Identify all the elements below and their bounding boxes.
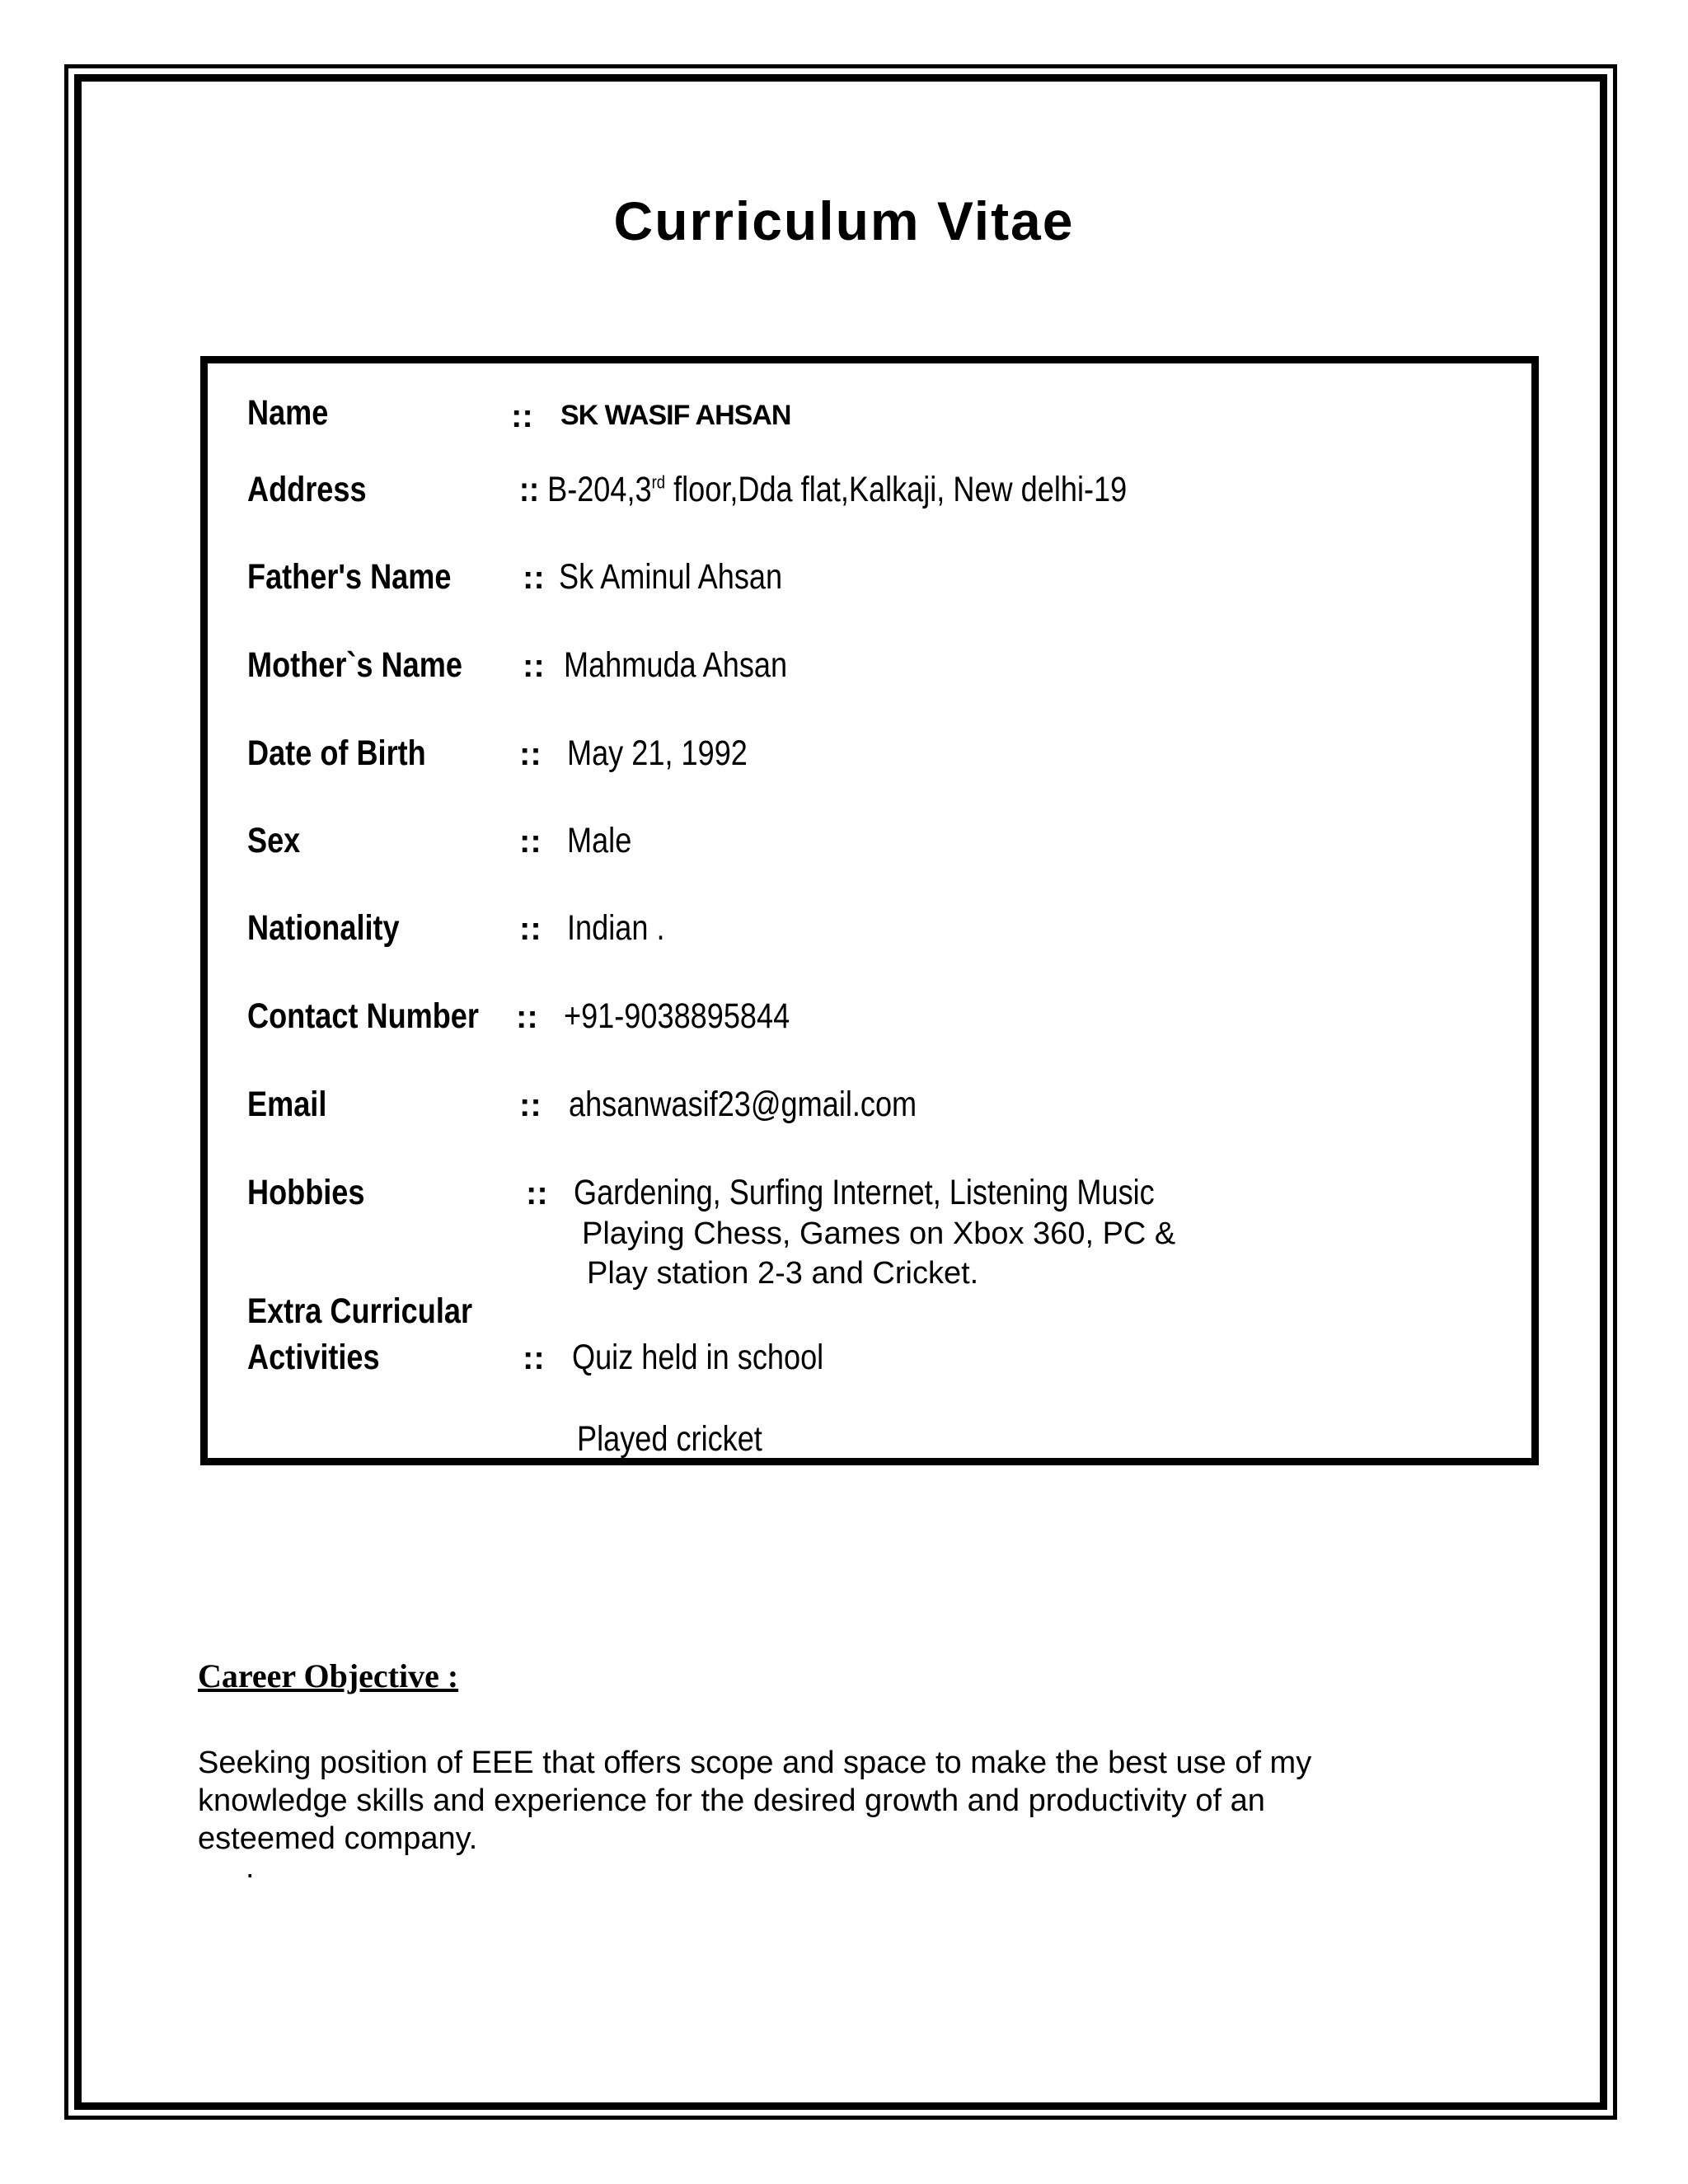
name-separator: :: xyxy=(511,398,533,434)
extra-curricular-label-line-1: Extra Curricular xyxy=(247,1291,473,1331)
career-objective-line-3: esteemed company. xyxy=(198,1821,478,1856)
address-value-main: B-204,3 xyxy=(547,470,652,509)
career-objective-heading: Career Objective : xyxy=(198,1657,459,1694)
mother-name-label: Mother`s Name xyxy=(247,645,462,685)
nationality-value: Indian . xyxy=(567,908,665,948)
address-value xyxy=(519,470,1127,510)
mother-name-separator: :: xyxy=(523,648,545,684)
nationality-label: Nationality xyxy=(247,908,400,948)
sex-value: Male xyxy=(567,821,632,860)
contact-number-separator: :: xyxy=(516,999,538,1035)
document-title: Curriculum Vitae xyxy=(613,190,1075,251)
name-value: SK WASIF AHSAN xyxy=(560,400,791,431)
extra-curricular-label-line-2: Activities xyxy=(247,1338,380,1377)
extra-curricular-line-2: Played cricket xyxy=(577,1419,762,1459)
hobbies-line-1: Gardening, Surfing Internet, Listening Music xyxy=(574,1173,1155,1212)
sex-label: Sex xyxy=(247,821,301,860)
extra-curricular-line-1: Quiz held in school xyxy=(572,1338,824,1377)
contact-number-value: +91-9038895844 xyxy=(564,996,790,1036)
nationality-separator: :: xyxy=(519,911,542,947)
dob-label: Date of Birth xyxy=(247,733,426,773)
hobbies-line-3: Play station 2-3 and Cricket. xyxy=(587,1256,979,1291)
father-name-value: Sk Aminul Ahsan xyxy=(559,557,783,597)
email-separator: :: xyxy=(519,1087,542,1123)
dob-separator: :: xyxy=(519,736,542,772)
career-objective-line-1: Seeking position of EEE that offers scope and space to make the best use of my xyxy=(198,1746,1312,1780)
trailing-dot: . xyxy=(246,1850,255,1885)
hobbies-label: Hobbies xyxy=(247,1173,365,1212)
address-label: Address xyxy=(247,470,367,509)
contact-number-label: Contact Number xyxy=(247,996,479,1036)
father-name-separator: :: xyxy=(523,560,545,596)
address-separator: :: xyxy=(519,470,540,509)
mother-name-value: Mahmuda Ahsan xyxy=(564,645,788,685)
sex-separator: :: xyxy=(519,823,542,860)
address-value-rest: floor,Dda flat,Kalkaji, New delhi-19 xyxy=(665,470,1128,509)
name-label: Name xyxy=(247,393,329,433)
email-label: Email xyxy=(247,1085,327,1124)
address-value-sup: rd xyxy=(651,471,666,493)
email-value: ahsanwasif23@gmail.com xyxy=(569,1085,917,1124)
career-objective-line-2: knowledge skills and experience for the desired growth and productivity of an xyxy=(198,1783,1265,1818)
hobbies-line-2: Playing Chess, Games on Xbox 360, PC & xyxy=(582,1216,1176,1251)
father-name-label: Father's Name xyxy=(247,557,452,597)
hobbies-separator: :: xyxy=(526,1175,548,1212)
extra-curricular-separator: :: xyxy=(523,1340,545,1376)
dob-value: May 21, 1992 xyxy=(567,733,748,773)
